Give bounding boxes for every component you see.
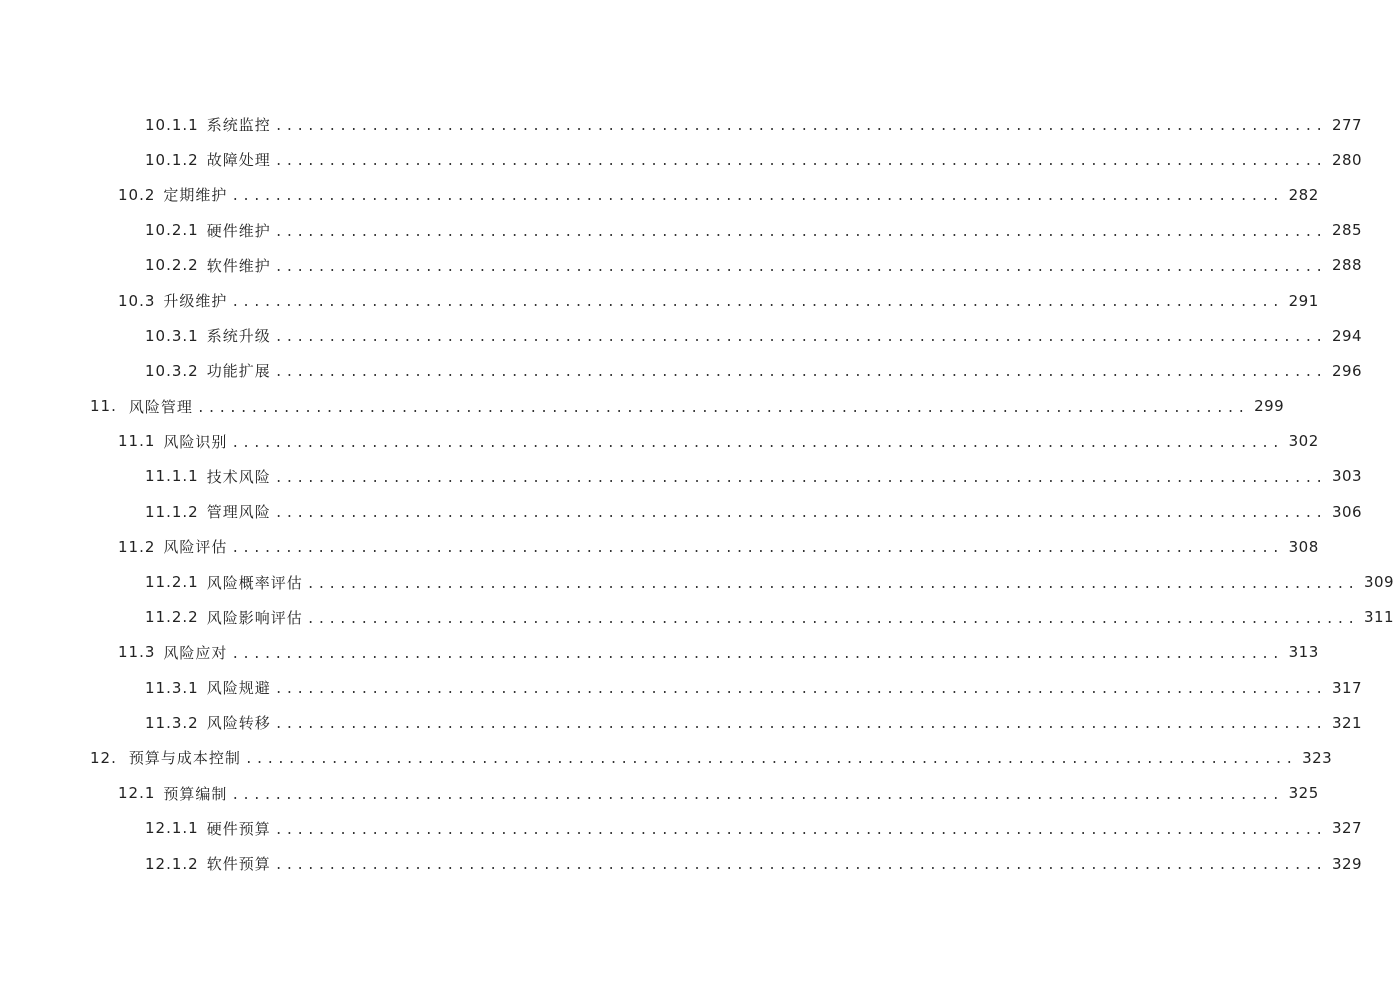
toc-entry-page-number: 308 — [1288, 537, 1319, 556]
dot-leader: .................................................................................................. — [274, 858, 1326, 874]
toc-entry-title: 系统监控 — [206, 116, 271, 135]
toc-entry[interactable] — [0, 389, 1285, 424]
toc-entry-title: 硬件预算 — [206, 819, 271, 838]
toc-entry[interactable] — [0, 353, 1363, 388]
dot-leader: .................................................................................................. — [274, 154, 1326, 170]
toc-entry[interactable] — [0, 564, 1394, 599]
toc-entry-number: 12. — [90, 748, 117, 767]
toc-entry-number: 10.3 — [118, 291, 156, 310]
dot-leader: .................................................................................................. — [231, 787, 1283, 803]
toc-entry-page-number: 303 — [1331, 467, 1363, 486]
dot-leader: .................................................................................................. — [274, 119, 1326, 135]
toc-entry[interactable] — [0, 670, 1363, 705]
toc-entry-number: 11.3.1 — [145, 678, 199, 697]
toc-entry-page-number: 311 — [1363, 608, 1394, 627]
dot-leader: .................................................................................................. — [231, 646, 1283, 662]
toc-entry-page-number: 282 — [1288, 185, 1319, 204]
dot-leader: .................................................................................................. — [306, 576, 1358, 592]
toc-entry[interactable] — [0, 107, 1363, 142]
toc-entry-title: 风险影响评估 — [206, 608, 303, 627]
dot-leader: .................................................................................................. — [274, 259, 1326, 275]
toc-entry-title: 硬件维护 — [206, 221, 271, 240]
toc-entry-number: 11.3 — [118, 643, 156, 662]
toc-entry-title: 预算编制 — [163, 784, 228, 803]
toc-entry[interactable] — [0, 459, 1363, 494]
toc-entry-number: 11.1 — [118, 432, 156, 451]
toc-entry-title: 风险应对 — [163, 643, 228, 662]
toc-entry-page-number: 277 — [1331, 115, 1363, 134]
toc-entry-title: 系统升级 — [206, 327, 271, 346]
toc-entry[interactable] — [0, 142, 1363, 177]
toc-entry-page-number: 313 — [1288, 643, 1319, 662]
toc-entry-number: 11.2.2 — [145, 608, 199, 627]
dot-leader: .................................................................................................. — [274, 330, 1326, 346]
toc-entry-page-number: 280 — [1331, 150, 1363, 169]
toc-entry-page-number: 306 — [1331, 502, 1363, 521]
toc-entry-page-number: 285 — [1331, 221, 1363, 240]
toc-entry-page-number: 299 — [1254, 397, 1285, 416]
toc-entry-title: 功能扩展 — [206, 362, 271, 381]
toc-entry-number: 11.1.2 — [145, 502, 199, 521]
toc-entry-page-number: 294 — [1331, 326, 1363, 345]
toc-entry-page-number: 317 — [1331, 678, 1363, 697]
toc-entry-title: 风险转移 — [206, 714, 271, 733]
toc-entry-page-number: 321 — [1331, 713, 1363, 732]
toc-entry-page-number: 291 — [1288, 291, 1319, 310]
toc-entry-number: 11.2.1 — [145, 573, 199, 592]
toc-entry-number: 11.1.1 — [145, 467, 199, 486]
toc-entry[interactable] — [0, 776, 1319, 811]
toc-entry[interactable] — [0, 846, 1363, 881]
dot-leader: .................................................................................................. — [306, 611, 1358, 627]
toc-entry[interactable] — [0, 811, 1363, 846]
toc-entry-number: 10.1.1 — [145, 115, 199, 134]
toc-entry-number: 11.2 — [118, 537, 156, 556]
dot-leader: .................................................................................................. — [231, 435, 1283, 451]
dot-leader: .................................................................................................. — [231, 541, 1283, 557]
table-of-contents — [0, 107, 1394, 881]
toc-entry-number: 12.1.1 — [145, 819, 199, 838]
toc-entry-title: 风险评估 — [163, 538, 228, 557]
dot-leader: .................................................................................................. — [274, 470, 1326, 486]
toc-entry-number: 10.2.2 — [145, 256, 199, 275]
dot-leader: .................................................................................................. — [231, 295, 1283, 311]
toc-entry-number: 10.2 — [118, 185, 156, 204]
dot-leader: .................................................................................................. — [244, 752, 1297, 768]
toc-entry-number: 11. — [90, 397, 117, 416]
toc-entry-title: 风险规避 — [206, 679, 271, 698]
dot-leader: .................................................................................................. — [274, 717, 1326, 733]
dot-leader: .................................................................................................. — [274, 224, 1326, 240]
dot-leader: .................................................................................................. — [274, 822, 1326, 838]
toc-entry-number: 10.3.2 — [145, 361, 199, 380]
toc-entry-page-number: 302 — [1288, 432, 1319, 451]
toc-entry[interactable] — [0, 740, 1333, 775]
toc-entry[interactable] — [0, 424, 1319, 459]
toc-entry-page-number: 296 — [1331, 361, 1363, 380]
toc-entry-title: 风险管理 — [128, 397, 193, 416]
toc-entry-page-number: 329 — [1331, 854, 1363, 873]
dot-leader: .................................................................................................. — [274, 682, 1326, 698]
toc-entry-title: 定期维护 — [163, 186, 228, 205]
dot-leader: .................................................................................................. — [231, 189, 1283, 205]
toc-entry[interactable] — [0, 248, 1363, 283]
toc-entry[interactable] — [0, 177, 1319, 212]
toc-entry[interactable] — [0, 529, 1319, 564]
toc-entry-page-number: 325 — [1288, 784, 1319, 803]
toc-entry-number: 10.2.1 — [145, 221, 199, 240]
dot-leader: .................................................................................................. — [274, 365, 1326, 381]
toc-entry-title: 故障处理 — [206, 151, 271, 170]
toc-entry[interactable] — [0, 283, 1319, 318]
toc-entry-title: 软件维护 — [206, 256, 271, 275]
toc-entry-number: 10.1.2 — [145, 150, 199, 169]
toc-entry-title: 风险识别 — [163, 432, 228, 451]
toc-entry-number: 12.1.2 — [145, 854, 199, 873]
toc-entry-title: 升级维护 — [163, 292, 228, 311]
toc-entry-page-number: 309 — [1363, 573, 1394, 592]
toc-entry-title: 技术风险 — [206, 467, 271, 486]
toc-entry-page-number: 323 — [1302, 748, 1333, 767]
toc-entry-page-number: 327 — [1331, 819, 1363, 838]
toc-entry-number: 11.3.2 — [145, 713, 199, 732]
toc-entry[interactable] — [0, 494, 1363, 529]
toc-entry-number: 12.1 — [118, 784, 156, 803]
toc-entry-title: 预算与成本控制 — [128, 749, 241, 768]
toc-entry-number: 10.3.1 — [145, 326, 199, 345]
toc-entry-title: 软件预算 — [206, 855, 271, 874]
toc-entry-title: 管理风险 — [206, 503, 271, 522]
toc-entry-page-number: 288 — [1331, 256, 1363, 275]
toc-entry[interactable] — [0, 318, 1363, 353]
toc-entry-title: 风险概率评估 — [206, 573, 303, 592]
toc-entry[interactable] — [0, 213, 1363, 248]
toc-entry[interactable] — [0, 705, 1363, 740]
toc-entry[interactable] — [0, 635, 1319, 670]
dot-leader: .................................................................................................. — [196, 400, 1249, 416]
dot-leader: .................................................................................................. — [274, 506, 1326, 522]
toc-entry[interactable] — [0, 600, 1394, 635]
